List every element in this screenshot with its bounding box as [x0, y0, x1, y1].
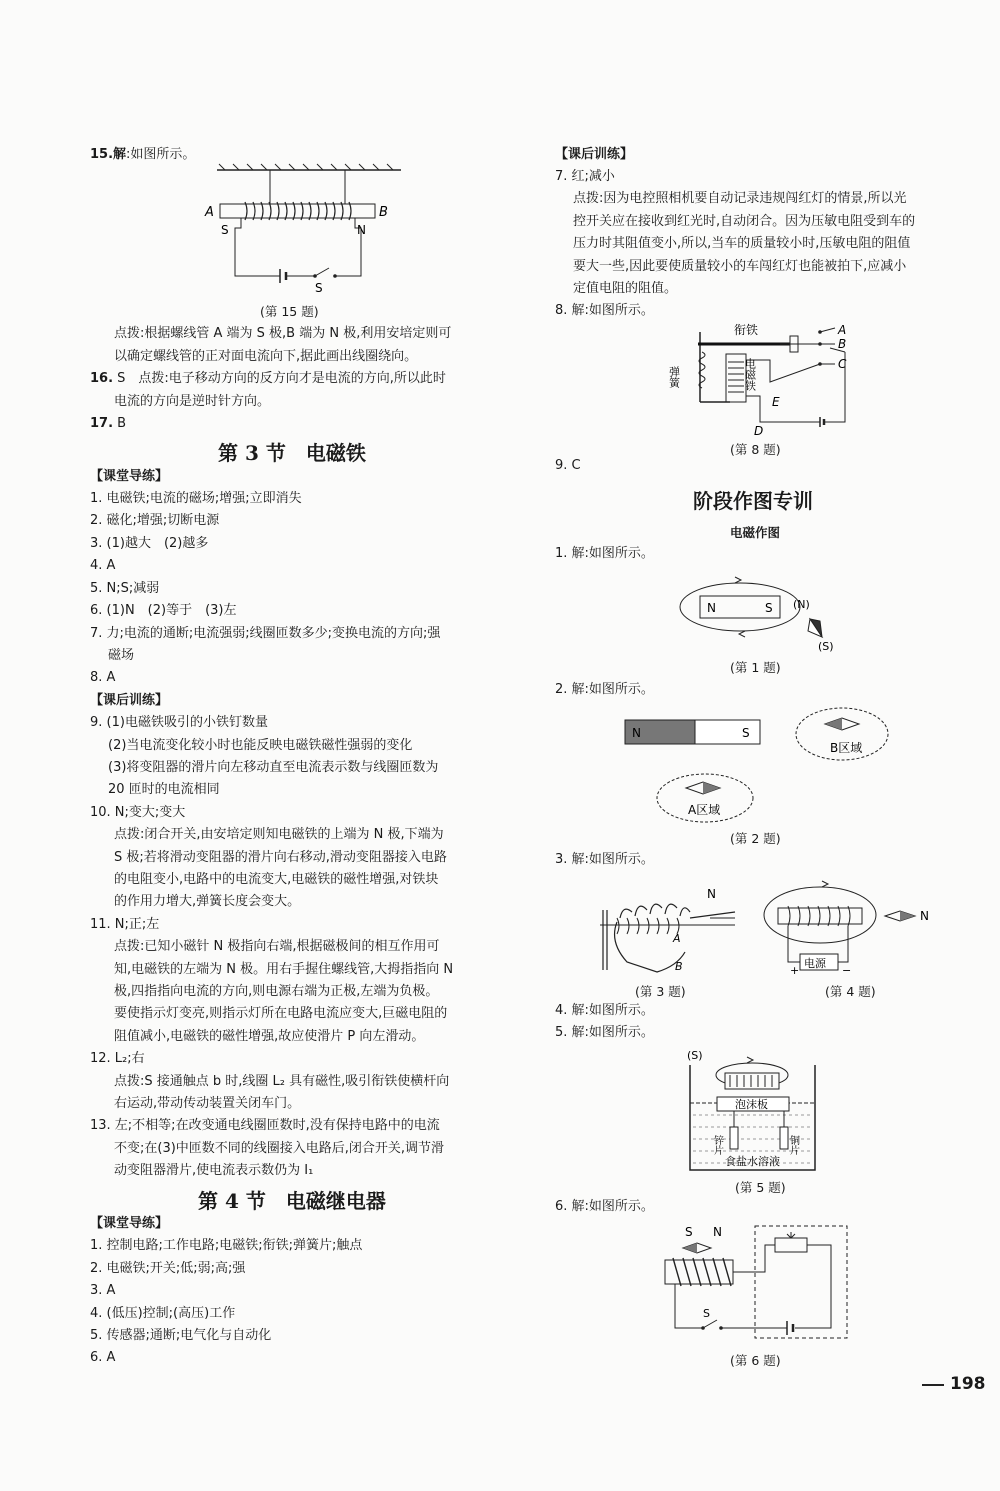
label-n: N [707, 601, 716, 615]
s3-after-item: 动变阻器滑片,使电流表示数仍为 I₁ [114, 1163, 314, 1178]
figure-15-solenoid-circuit [205, 164, 405, 294]
label-foam: 泡沫板 [735, 1098, 768, 1111]
label-b-zone: B区域 [830, 741, 863, 755]
label-a-zone: A区域 [688, 803, 721, 817]
s4-item: 3. A [90, 1283, 116, 1298]
label-armature: 衔铁 [734, 323, 759, 337]
label-salt-water: 食盐水溶液 [725, 1155, 780, 1168]
label-n-pole: N [357, 223, 366, 237]
caption-fig-6: (第 6 题) [730, 1353, 781, 1368]
caption-fig-2: (第 2 题) [730, 831, 781, 846]
label-plus: + [790, 964, 800, 977]
s3-after-item: (2)当电流变化较小时也能反映电磁铁磁性强弱的变化 [108, 738, 413, 753]
hint-15-line2: 以确定螺线管的正对面电流向下,据此画出线圈绕向。 [114, 349, 418, 364]
after-class-sub: 【课后训练】 [555, 147, 634, 162]
caption-fig-15: (第 15 题) [260, 304, 319, 319]
label-electromagnet: 电磁铁 [743, 358, 757, 391]
section-4-title: 第 4 节 电磁继电器 [198, 1189, 386, 1213]
answer-16: 16. S 点拨:电子移动方向的反方向才是电流的方向,所以此时 [90, 371, 446, 386]
label-a: A [838, 323, 847, 337]
section-3-title: 第 3 节 电磁铁 [218, 441, 366, 465]
section-3-sub-classroom: 【课堂导练】 [90, 469, 169, 484]
s3-item: 3. (1)越大 (2)越多 [90, 536, 209, 551]
s3-after-item: 要使指示灯变亮,则指示灯所在电路电流应变大,巨磁电阻的 [114, 1006, 448, 1021]
s3-after-item: S 极;若将滑动变阻器的滑片向右移动,滑动变阻器接入电路 [114, 850, 447, 865]
r-item: 点拨:因为电控照相机要自动记录违规闯红灯的情景,所以光 [573, 191, 907, 206]
label-power: 电源 [804, 957, 826, 970]
s3-after-item: 点拨:已知小磁针 N 极指向右端,根据磁极间的相互作用可 [114, 939, 440, 954]
section-4-sub-classroom: 【课堂导练】 [90, 1216, 169, 1231]
figure-8-relay-circuit [667, 322, 870, 438]
q1: 1. 解:如图所示。 [555, 546, 654, 561]
label-a: A [205, 205, 214, 220]
r-item: 压力时其阻值变小,所以,当车的质量较小时,压敏电阻的阻值 [573, 236, 911, 251]
label-e: E [772, 395, 780, 409]
r-item: 定值电阻的阻值。 [573, 281, 678, 296]
r-item-9: 9. C [555, 458, 581, 473]
caption-fig-4: (第 4 题) [825, 984, 876, 999]
stage-subtitle: 电磁作图 [730, 525, 781, 540]
r-item: 7. 红;减小 [555, 169, 615, 184]
s3-after-item: 的作用力增大,弹簧长度会变大。 [114, 894, 301, 909]
q2: 2. 解:如图所示。 [555, 682, 654, 697]
caption-fig-5: (第 5 题) [735, 1180, 786, 1195]
label-b: B [675, 960, 683, 973]
s3-after-item: 阻值减小,电磁铁的磁性增强,故应使滑片 P 向左滑动。 [114, 1029, 425, 1044]
s3-item: 4. A [90, 558, 116, 573]
s4-item: 2. 电磁铁;开关;低;弱;高;强 [90, 1261, 246, 1276]
q3: 3. 解:如图所示。 [555, 852, 654, 867]
section-3-sub-after: 【课后训练】 [90, 693, 169, 708]
s3-after-item: 12. L₂;右 [90, 1051, 145, 1066]
page-number: 198 [950, 1374, 986, 1394]
label-pn: (N) [793, 598, 810, 611]
label-s-pole: S [221, 223, 229, 237]
figure-1-bar-magnet-field [675, 563, 845, 658]
s3-after-item: 11. N;正;左 [90, 917, 160, 932]
answer-15: 15.解:如图所示。 [90, 147, 196, 162]
label-s: (S) [687, 1049, 703, 1062]
label-d: D [754, 424, 764, 438]
label-b: B [379, 205, 388, 220]
label-b: B [838, 337, 847, 351]
label-switch: S [703, 1307, 710, 1320]
s3-after-item: 右运动,带动传动装置关闭车门。 [114, 1096, 301, 1111]
figure-2-magnet-regions [620, 700, 900, 825]
figure-4-solenoid-compass [760, 870, 940, 980]
caption-fig-1: (第 1 题) [730, 660, 781, 675]
label-s: S [685, 1225, 693, 1239]
label-n: N [713, 1225, 722, 1239]
q4: 4. 解:如图所示。 [555, 1003, 654, 1018]
s3-after-item: 极,四指指向电流的方向,则电源右端为正极,左端为负极。 [114, 984, 439, 999]
label-s: S [742, 726, 750, 740]
r-item: 8. 解:如图所示。 [555, 303, 654, 318]
page-number-dash [922, 1384, 944, 1386]
label-zinc: 锌片 [711, 1135, 723, 1155]
s3-item: 7. 力;电流的通断;电流强弱;线圈匝数多少;变换电流的方向;强 [90, 626, 441, 641]
stage-title: 阶段作图专训 [693, 489, 813, 513]
label-switch: S [315, 281, 323, 295]
label-minus: − [842, 964, 852, 977]
s4-item: 1. 控制电路;工作电路;电磁铁;衔铁;弹簧片;触点 [90, 1238, 363, 1253]
figure-5-salt-water-battery [685, 1045, 835, 1175]
s4-item: 5. 传感器;通断;电气化与自动化 [90, 1328, 272, 1343]
s3-after-item: (3)将变阻器的滑片向左移动直至电流表示数与线圈匝数为 [108, 760, 439, 775]
s3-after-item: 9. (1)电磁铁吸引的小铁钉数量 [90, 715, 268, 730]
s3-item: 2. 磁化;增强;切断电源 [90, 513, 220, 528]
answer-17: 17. B [90, 416, 127, 431]
s4-item: 4. (低压)控制;(高压)工作 [90, 1306, 236, 1321]
s3-item: 8. A [90, 670, 116, 685]
s3-after-item: 知,电磁铁的左端为 N 极。用右手握住螺线管,大拇指指向 N [114, 962, 454, 977]
s3-item: 6. (1)N (2)等于 (3)左 [90, 603, 237, 618]
label-c: C [838, 357, 847, 371]
s3-after-item: 的电阻变小,电路中的电流变大,电磁铁的磁性增强,对铁块 [114, 872, 439, 887]
q5: 5. 解:如图所示。 [555, 1025, 654, 1040]
r-item: 控开关应在接收到红光时,自动闭合。因为压敏电阻受到车的 [573, 214, 916, 229]
s3-item: 磁场 [108, 648, 135, 663]
hint-15-line1: 点拨:根据螺线管 A 端为 S 极,B 端为 N 极,利用安培定则可 [114, 326, 452, 341]
label-a: A [673, 932, 681, 945]
label-n: N [632, 726, 641, 740]
figure-3-right-hand-rule [595, 870, 745, 980]
s3-after-item: 13. 左;不相等;在改变通电线圈匝数时,没有保持电路中的电流 [90, 1118, 440, 1133]
s3-after-item: 10. N;变大;变大 [90, 805, 186, 820]
s3-after-item: 20 匝时的电流相同 [108, 782, 220, 797]
label-copper: 铜片 [787, 1135, 799, 1155]
s3-after-item: 不变;在(3)中匝数不同的线圈接入电路后,闭合开关,调节滑 [114, 1141, 445, 1156]
label-n: N [920, 909, 929, 923]
s3-item: 5. N;S;减弱 [90, 581, 160, 596]
s3-item: 1. 电磁铁;电流的磁场;增强;立即消失 [90, 491, 302, 506]
label-n: N [707, 887, 716, 901]
s4-item: 6. A [90, 1350, 116, 1365]
caption-fig-3: (第 3 题) [635, 984, 686, 999]
r-item: 要大一些,因此要使质量较小的车闯红灯也能被拍下,应减小 [573, 259, 907, 274]
label-spring: 弹簧 [667, 366, 681, 388]
label-ps: (S) [818, 640, 834, 653]
figure-6-electromagnet-circuit [655, 1218, 855, 1348]
s3-after-item: 点拨:S 接通触点 b 时,线圈 L₂ 具有磁性,吸引衔铁使横杆向 [114, 1074, 450, 1089]
s3-after-item: 点拨:闭合开关,由安培定则知电磁铁的上端为 N 极,下端为 [114, 827, 444, 842]
q6: 6. 解:如图所示。 [555, 1199, 654, 1214]
label-s: S [765, 601, 773, 615]
answer-16-cont: 电流的方向是逆时针方向。 [114, 394, 271, 409]
caption-fig-8: (第 8 题) [730, 442, 781, 457]
